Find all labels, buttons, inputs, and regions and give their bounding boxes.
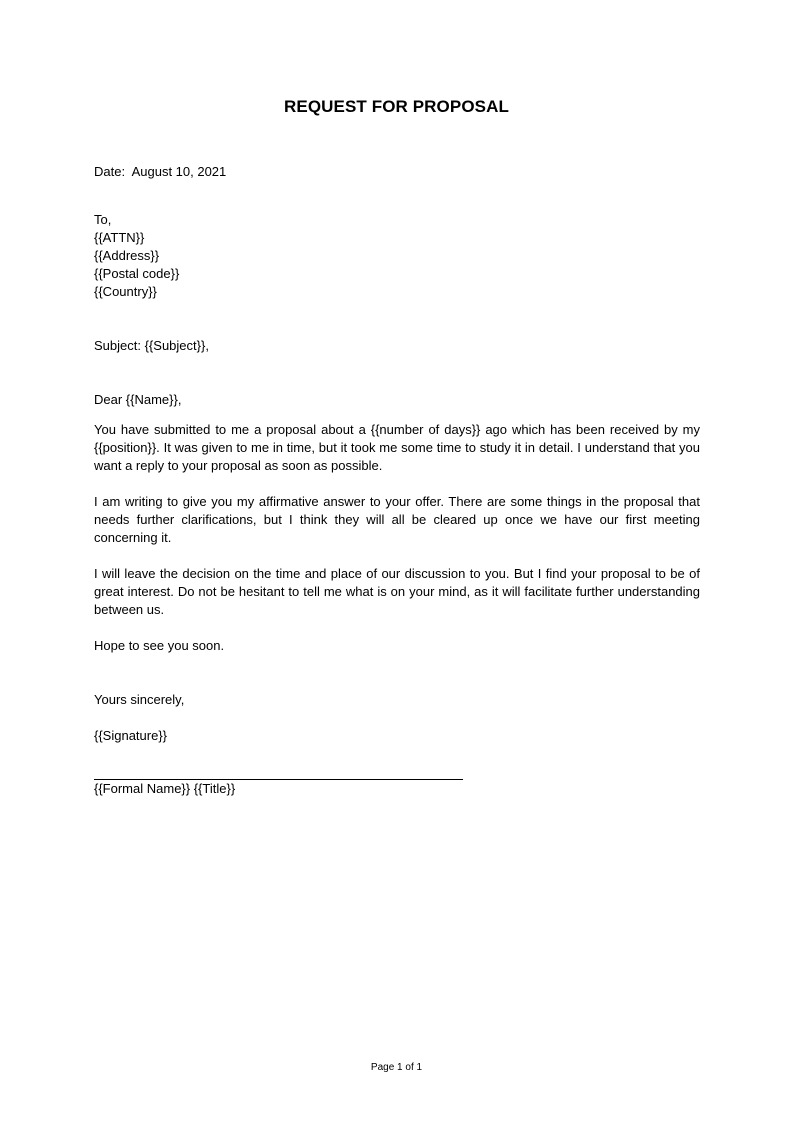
page-footer: Page 1 of 1 [370,1062,423,1073]
address-line: {{Postal code}} [94,266,180,281]
date-line: Date: August 10, 2021 [94,164,227,179]
signature-placeholder: {{Signature}} [94,728,168,743]
body-paragraph: I will leave the decision on the time and place of our discussion to you. But I find your proposal to be of great interest. Do not be hesitant to tell me what is on your mind, as it will facilitate further understanding between us. [94,566,700,617]
document-title: REQUEST FOR PROPOSAL [284,97,509,116]
address-line: {{ATTN}} [94,230,145,245]
subject-line: Subject: {{Subject}}, [94,338,209,353]
address-line: {{Address}} [94,248,160,263]
recipient-address [94,211,700,301]
closing: Yours sincerely, [94,692,185,707]
address-line: To, [94,212,112,227]
salutation: Dear {{Name}}, [94,392,182,407]
signature-name: {{Formal Name}} {{Title}} [94,781,236,796]
body-paragraph: Hope to see you soon. [94,638,225,653]
address-line: {{Country}} [94,284,157,299]
letter-body [94,163,700,798]
body-paragraph: I am writing to give you my affirmative answer to your offer. There are some things in the proposal that needs further clarifications, but I think they will all be cleared up once we have our first meeting concerning it. [94,494,700,545]
body-paragraph: You have submitted to me a proposal about a {{number of days}} ago which has been received by my {{position}}. It was given to me in time, but it took me some time to study it in detail. I understand that you want a reply to your proposal as soon as possible. [94,422,700,473]
